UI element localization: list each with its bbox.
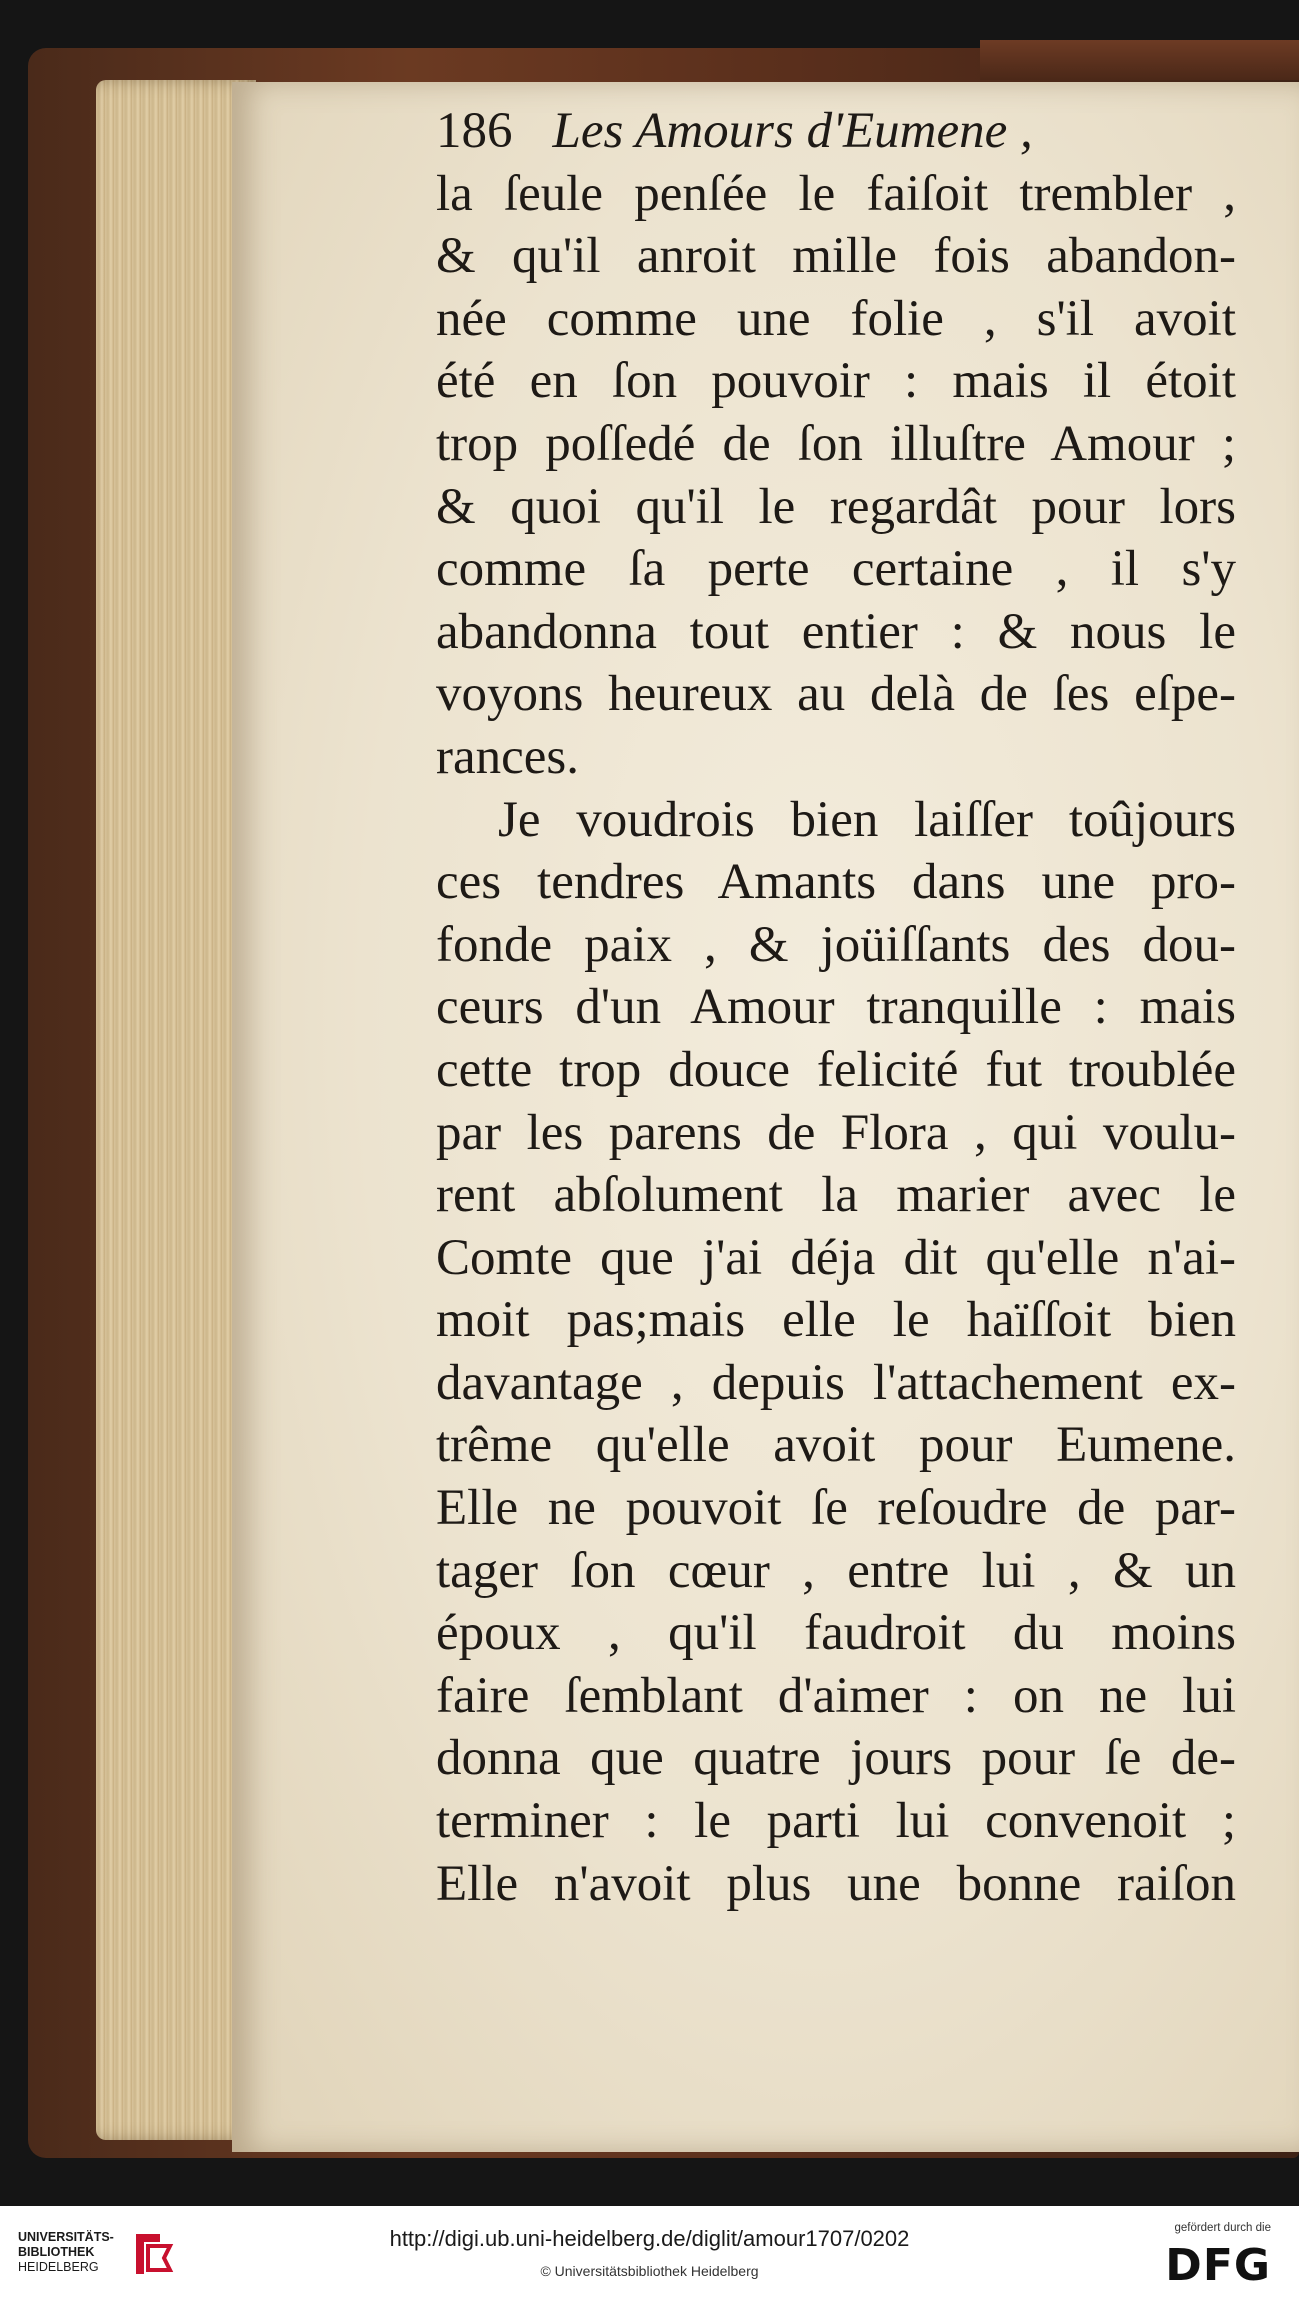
text-line: fonde paix , & joüiſſants des dou- bbox=[436, 916, 1236, 973]
text-line: comme ſa perte certaine , il s'y bbox=[436, 541, 1236, 598]
page-text bbox=[436, 100, 1236, 1915]
text-line: née comme une folie , s'il avoit bbox=[436, 290, 1236, 347]
text-line: donna que quatre jours pour ſe de- bbox=[436, 1730, 1236, 1787]
text-line: époux , qu'il faudroit du moins bbox=[436, 1605, 1236, 1662]
text-line: faire ſemblant d'aimer : on ne lui bbox=[436, 1667, 1236, 1724]
funder-caption: gefördert durch die bbox=[1174, 2222, 1271, 2234]
text-line: & quoi qu'il le regardât pour lors bbox=[436, 478, 1236, 535]
text-line: cette trop douce felicité fut troublée bbox=[436, 1041, 1236, 1098]
text-line: été en ſon pouvoir : mais il étoit bbox=[436, 353, 1236, 410]
copyright-text: © Universitätsbibliothek Heidelberg bbox=[540, 2263, 759, 2279]
text-line: trême qu'elle avoit pour Eumene. bbox=[436, 1417, 1236, 1474]
text-line: terminer : le parti lui convenoit ; bbox=[436, 1793, 1236, 1850]
cover-corner bbox=[980, 40, 1299, 80]
text-line: abandonna tout entier : & nous le bbox=[436, 603, 1236, 660]
text-line: par les parens de Flora , qui voulu- bbox=[436, 1104, 1236, 1161]
text-line: Je voudrois bien laiſſer toûjours bbox=[498, 791, 1236, 848]
text-line: Comte que j'ai déja dit qu'elle n'ai- bbox=[436, 1229, 1236, 1286]
text-line: voyons heureux au delà de ſes eſpe- bbox=[436, 666, 1236, 723]
text-line: moit pas;mais elle le haïſſoit bien bbox=[436, 1292, 1236, 1349]
running-header bbox=[436, 100, 1236, 163]
text-line: ceurs d'un Amour tranquille : mais bbox=[436, 979, 1236, 1036]
dfg-logo[interactable]: DFG bbox=[1165, 2240, 1271, 2291]
library-name-line: HEIDELBERG bbox=[18, 2260, 99, 2274]
text-line: rances. bbox=[436, 728, 579, 785]
library-name-line: UNIVERSITÄTS- bbox=[18, 2230, 114, 2244]
text-line: la ſeule penſée le faiſoit trembler , bbox=[436, 165, 1236, 222]
text-line: & qu'il anroit mille fois abandon- bbox=[436, 228, 1236, 285]
text-line: tager ſon cœur , entre lui , & un bbox=[436, 1542, 1236, 1599]
running-title: Les Amours d'Eumene , bbox=[552, 103, 1033, 159]
text-line: Elle ne pouvoit ſe reſoudre de par- bbox=[436, 1480, 1236, 1537]
page-number: 186 bbox=[436, 103, 513, 159]
text-line: trop poſſedé de ſon illuſtre Amour ; bbox=[436, 415, 1236, 472]
viewer-footer bbox=[0, 2206, 1299, 2301]
text-line: rent abſolument la marier avec le bbox=[436, 1167, 1236, 1224]
text-line: davantage , depuis l'attachement ex- bbox=[436, 1354, 1236, 1411]
text-line: Elle n'avoit plus une bonne raiſon bbox=[436, 1855, 1236, 1912]
library-name-line: BIBLIOTHEK bbox=[18, 2245, 95, 2259]
text-line: ces tendres Amants dans une pro- bbox=[436, 854, 1236, 911]
permalink-url[interactable]: http://digi.ub.uni-heidelberg.de/diglit/amour1707/0202 bbox=[389, 2226, 910, 2251]
